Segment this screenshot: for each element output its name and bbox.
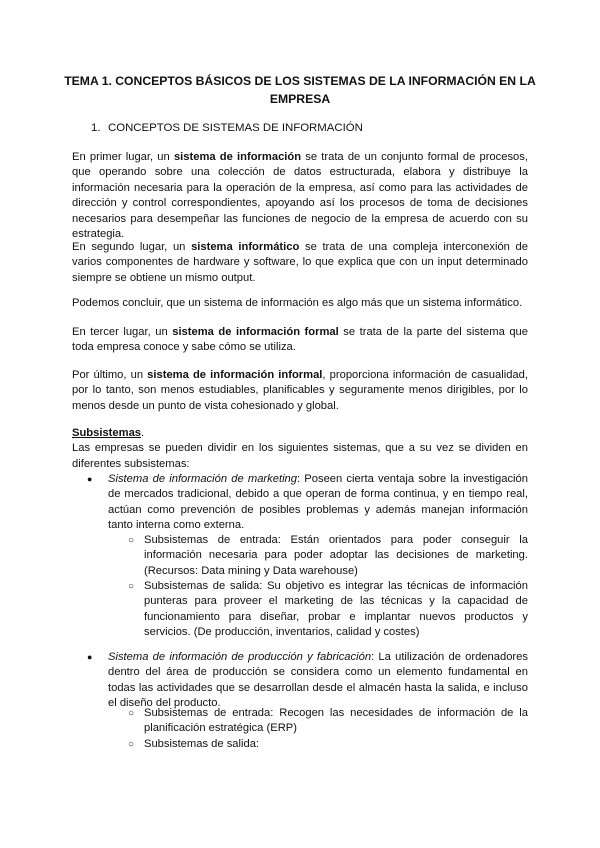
italic-term: Sistema de información de producción y fabricación: [108, 651, 372, 663]
sub-list-item-text: Subsistemas de salida:: [144, 738, 260, 750]
paragraph-conclusion: Podemos concluir, que un sistema de información es algo más que un sistema informático.: [72, 297, 523, 309]
sub-list-item-entrada: [128, 533, 528, 579]
section-label: CONCEPTOS DE SISTEMAS DE INFORMACIÓN: [108, 122, 363, 134]
italic-term: Sistema de información de marketing: [108, 473, 297, 485]
paragraph-sistema-informal: [72, 368, 528, 414]
section-heading: [91, 121, 363, 136]
sub-list-item-entrada: [128, 706, 528, 737]
bold-term: sistema informático: [191, 241, 300, 253]
text: .: [141, 427, 145, 439]
list-item-text: [108, 472, 528, 534]
paragraph-sistema-formal: [72, 325, 528, 356]
paragraph-sistema-informacion: [72, 150, 528, 242]
text: Por último, un: [72, 369, 148, 381]
subsistemas-section: [72, 426, 528, 472]
list-item-produccion: [87, 650, 528, 712]
subsistemas-title: Subsistemas: [72, 427, 142, 439]
list-item-marketing: [87, 472, 528, 534]
sub-list-item-text: Subsistemas de entrada: Recogen las necesidades de información de la planificación estratégica (ERP): [144, 707, 528, 735]
text: : Poseen cierta ventaja sobre la investigación de mercados tradicional, debido a que operan de forma continua, y en tiempo real, actúan como prevención de posibles problemas y además manejan información tanto interna como externa.: [108, 473, 528, 532]
circle-bullet-icon: ○: [128, 581, 135, 592]
section-number: 1.: [91, 122, 101, 134]
circle-bullet-icon: ○: [128, 708, 135, 719]
sub-list-item-text: Subsistemas de entrada: Están orientados para poder conseguir la información necesaria para poder adoptar las decisiones de marketing. (Recursos: Data mining y Data warehouse): [144, 534, 528, 577]
circle-bullet-icon: ○: [128, 739, 135, 750]
subsistemas-intro: Las empresas se pueden dividir en los siguientes sistemas, que a su vez se dividen en diferentes subsistemas:: [72, 442, 528, 470]
bullet-icon: ●: [87, 652, 93, 662]
sub-list-item-salida: [128, 737, 528, 752]
text: En segundo lugar, un: [72, 241, 192, 253]
text: En primer lugar, un: [72, 151, 174, 163]
circle-bullet-icon: ○: [128, 535, 135, 546]
text: se trata de un conjunto formal de procesos, que operando sobre una colección de datos estructurada, elabora y distribuye la información necesaria para la operación de la empresa, así como para las actividades de dirección y control correspondientes, apoyando así los procesos de toma de decisiones necesarios para desempeñar las funciones de negocio de la empresa de acuerdo con su estrategia.: [72, 151, 528, 241]
list-item-text: [108, 650, 528, 712]
sub-list-item-salida: [128, 579, 528, 641]
bullet-icon: ●: [87, 474, 93, 484]
text: , proporciona información de casualidad, por lo tanto, son menos estudiables, planificables y seguramente menos dirigibles, por lo menos desde un punto de vista cohesionado y global.: [72, 369, 528, 412]
bold-term: sistema de información: [173, 151, 302, 163]
bold-term: sistema de información informal: [147, 369, 323, 381]
sub-list-item-text: Subsistemas de salida: Su objetivo es integrar las técnicas de información punteras para proveer el marketing de las técnicas y la capacidad de funcionamiento para diseñar, probar e implantar nuevos productos y servicios. (De producción, inventarios, calidad y costes): [144, 580, 528, 639]
text: En tercer lugar, un: [72, 326, 173, 338]
text: : La utilización de ordenadores dentro del área de producción se considera como un elemento fundamental en todas las actividades que se desarrollan desde el almacén hasta la salida, e incluso el diseño del producto.: [108, 651, 528, 710]
page-title: TEMA 1. CONCEPTOS BÁSICOS DE LOS SISTEMAS DE LA INFORMACIÓN EN LA EMPRESA: [64, 74, 536, 106]
text: se trata de una compleja interconexión de varios componentes de hardware y software, lo que explica que con un input determinado siempre se obtiene un mismo output.: [72, 241, 528, 284]
text: se trata de la parte del sistema que toda empresa conoce y sabe cómo se utiliza.: [72, 326, 528, 354]
paragraph-sistema-informatico: [72, 240, 528, 286]
bold-term: sistema de información formal: [172, 326, 339, 338]
